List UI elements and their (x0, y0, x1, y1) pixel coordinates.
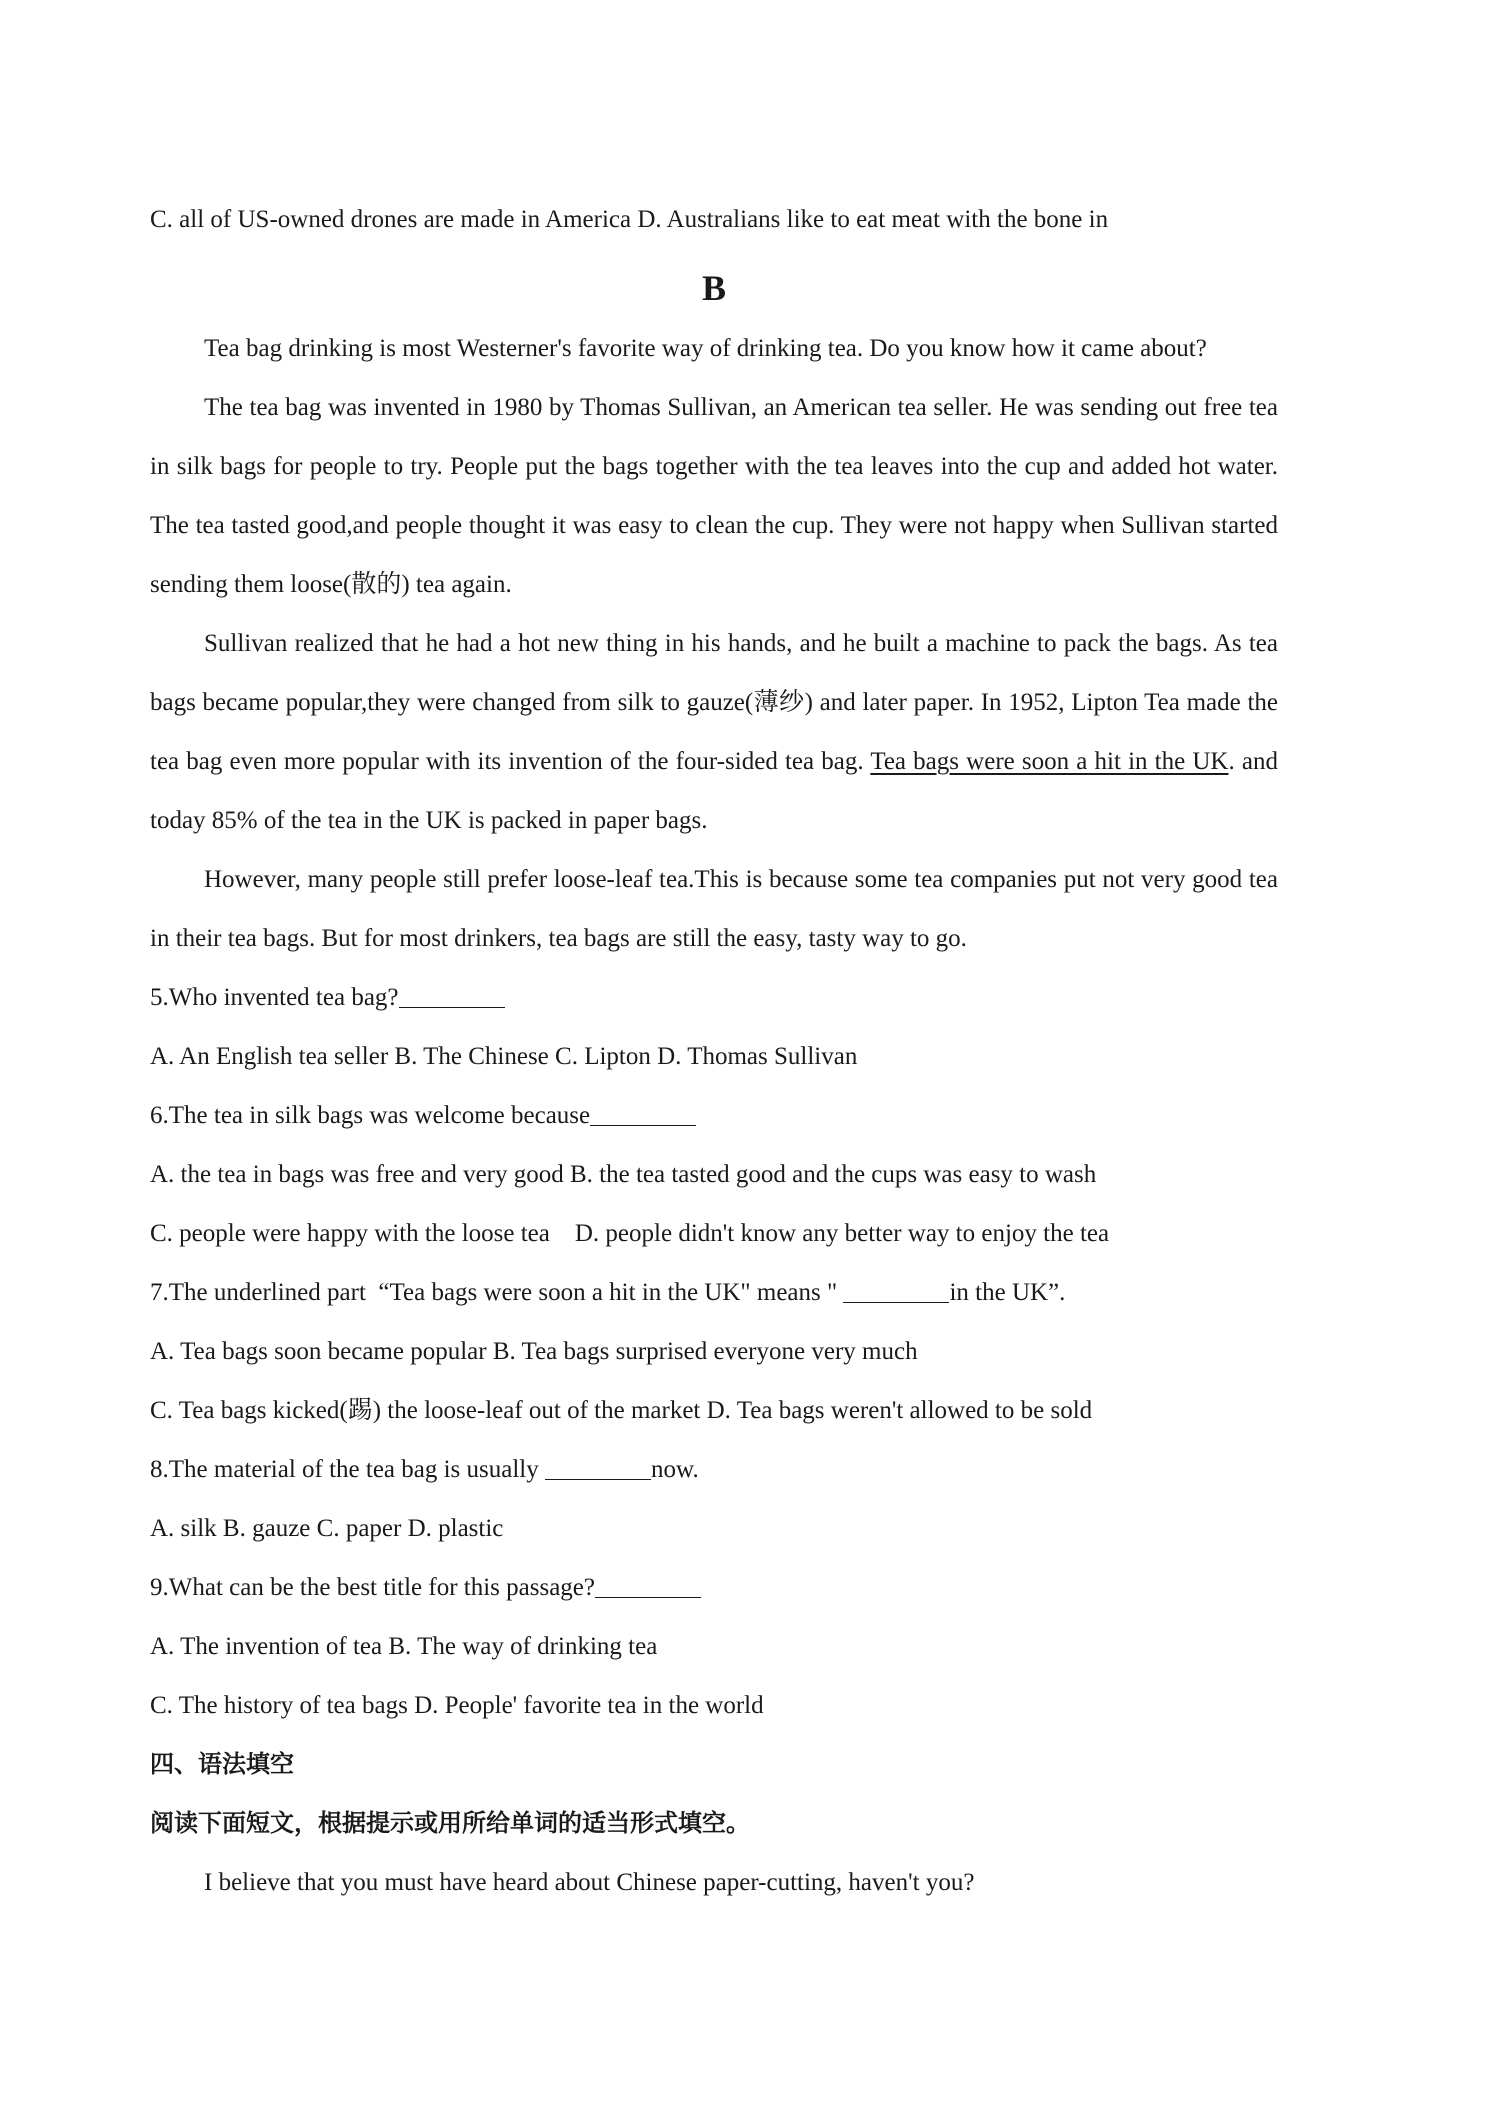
answer-blank (595, 1571, 701, 1598)
grammar-passage-first-line: I believe that you must have heard about Chinese paper-cutting, haven't you? (204, 1869, 975, 1896)
answer-blank (399, 981, 505, 1008)
question-6-options-cd: C. people were happy with the loose tea D. people didn't know any better way to enjoy the tea (150, 1220, 1110, 1247)
question-6-options-ab: A. the tea in bags was free and very good B. the tea tasted good and the cups was easy to wash (150, 1161, 1097, 1188)
question-7-options-ab: A. Tea bags soon became popular B. Tea bags surprised everyone very much (150, 1338, 918, 1365)
question-8 (150, 1440, 1278, 1499)
question-8-stem-end: now. (651, 1456, 699, 1483)
passage-paragraph-3-start: Sullivan realized that he had a hot new thing in his hands, and he built a machine to pack the bags. As tea bags became popular,they were changed from silk to gauze(薄纱) and later paper. In 1952, Lipton Tea made the tea bag even more popular with its invention of the four-sided tea bag. (150, 630, 1278, 775)
question-6 (150, 1086, 1278, 1145)
question-9-options-ab: A. The invention of tea B. The way of drinking tea (150, 1633, 658, 1660)
answer-blank (843, 1276, 949, 1303)
question-7 (150, 1263, 1278, 1322)
answer-blank (590, 1099, 696, 1126)
section-b-title: B (701, 268, 726, 308)
question-9 (150, 1558, 1278, 1617)
question-5 (150, 968, 1278, 1027)
question-6-stem: 6.The tea in silk bags was welcome because (150, 1102, 591, 1129)
previous-question-options: C. all of US-owned drones are made in America D. Australians like to eat meat with the bone in (150, 206, 1109, 233)
question-5-stem: 5.Who invented tea bag? (150, 984, 399, 1011)
passage-paragraph-3-end: . and today 85% of the tea in the UK is packed in paper bags. (150, 748, 1278, 834)
passage-paragraph-2: The tea bag was invented in 1980 by Thomas Sullivan, an American tea seller. He was sending out free tea in silk bags for people to try. People put the bags together with the tea leaves into the cup and added hot water. The tea tasted good,and people thought it was easy to clean the cup. They were not happy when Sullivan started sending them loose(散的) tea again. (150, 394, 1278, 598)
question-8-stem-start: 8.The material of the tea bag is usually (150, 1456, 546, 1483)
question-7-stem-end: in the UK”. (949, 1279, 1066, 1306)
question-7-stem-start: 7.The underlined part “Tea bags were soon a hit in the UK" means " (150, 1279, 844, 1306)
section-4-heading: 四、语法填空 (150, 1750, 294, 1778)
section-4-instruction: 阅读下面短文，根据提示或用所给单词的适当形式填空。 (150, 1809, 750, 1837)
answer-blank (545, 1453, 651, 1480)
passage-paragraph-4: However, many people still prefer loose-leaf tea.This is because some tea companies put not very good tea in their tea bags. But for most drinkers, tea bags are still the easy, tasty way to go. (150, 866, 1278, 952)
underlined-phrase: Tea bags were soon a hit in the UK (870, 748, 1229, 775)
passage-paragraph-1: Tea bag drinking is most Westerner's favorite way of drinking tea. Do you know how it came about? (204, 335, 1207, 362)
passage-paragraph-3 (150, 614, 1278, 850)
question-8-options: A. silk B. gauze C. paper D. plastic (150, 1515, 504, 1542)
question-9-stem: 9.What can be the best title for this passage? (150, 1574, 595, 1601)
question-9-options-cd: C. The history of tea bags D. People' favorite tea in the world (150, 1692, 764, 1719)
document-content (150, 190, 1278, 1912)
question-5-options: A. An English tea seller B. The Chinese C. Lipton D. Thomas Sullivan (150, 1043, 858, 1070)
question-7-options-cd: C. Tea bags kicked(踢) the loose-leaf out of the market D. Tea bags weren't allowed to be sold (150, 1397, 1093, 1424)
